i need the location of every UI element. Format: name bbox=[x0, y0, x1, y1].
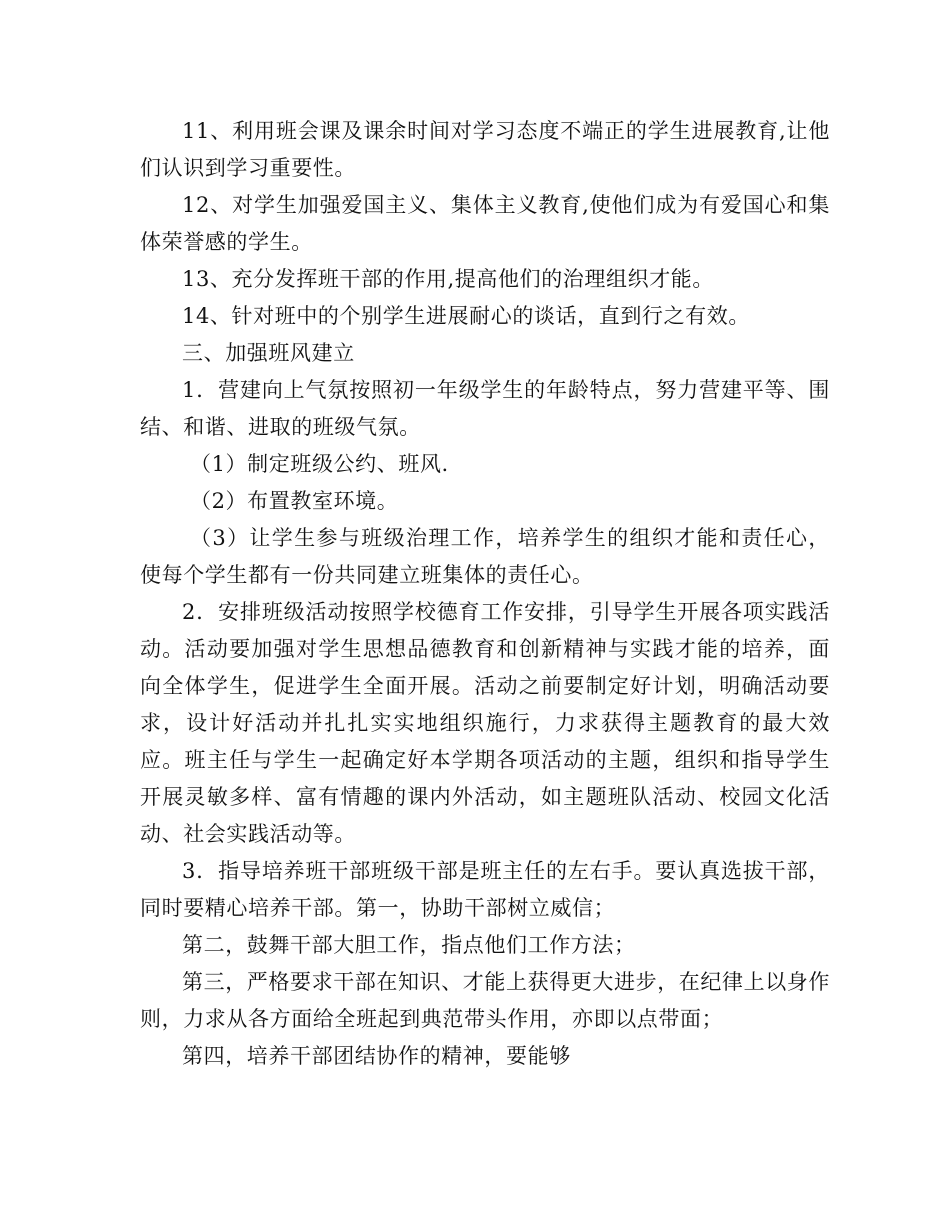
sub-item-3: （3）让学生参与班级治理工作，培养学生的组织才能和责任心，使每个学生都有一份共同建立班集体的责任心。 bbox=[140, 526, 830, 587]
paragraph-11: 11、利用班会课及课余时间对学习态度不端正的学生进展教育,让他们认识到学习重要性。 bbox=[140, 119, 830, 180]
paragraph-atmosphere: 1．营建向上气氛按照初一年级学生的年龄特点，努力营建平等、围结、和谐、进取的班级气氛。 bbox=[140, 378, 830, 439]
paragraph-second: 第二，鼓舞干部大胆工作，指点他们工作方法； bbox=[182, 933, 636, 957]
paragraph-12: 12、对学生加强爱国主义、集体主义教育,使他们成为有爱国心和集体荣誉感的学生。 bbox=[140, 193, 830, 254]
paragraph-third: 第三，严格要求干部在知识、才能上获得更大进步，在纪律上以身作则，力求从各方面给全班起到典范带头作用，亦即以点带面； bbox=[140, 970, 830, 1031]
paragraph-activities: 2．安排班级活动按照学校德育工作安排，引导学生开展各项实践活动。活动要加强对学生思想品德教育和创新精神与实践才能的培养，面向全体学生，促进学生全面开展。活动之前要制定好计划，明确活动要求，设计好活动并扎扎实实地组织施行，力求获得主题教育的最大效应。班主任与学生一起确定好本学期各项活动的主题，组织和指导学生开展灵敏多样、富有情趣的课内外活动，如主题班队活动、校园文化活动、社会实践活动等。 bbox=[140, 600, 830, 846]
paragraph-13: 13、充分发挥班干部的作用,提高他们的治理组织才能。 bbox=[182, 267, 714, 291]
section-heading: 三、加强班风建立 bbox=[182, 341, 355, 365]
sub-item-2: （2）布置教室环境。 bbox=[190, 489, 399, 513]
paragraph-fourth: 第四，培养干部团结协作的精神，要能够 bbox=[182, 1044, 571, 1068]
paragraph-cadres: 3．指导培养班干部班级干部是班主任的左右手。要认真选拔干部，同时要精心培养干部。第一，协助干部树立威信； bbox=[140, 859, 830, 920]
sub-item-1: （1）制定班级公约、班风. bbox=[190, 452, 449, 476]
document-body bbox=[140, 113, 830, 1075]
paragraph-14: 14、针对班中的个别学生进展耐心的谈话，直到行之有效。 bbox=[182, 304, 750, 328]
